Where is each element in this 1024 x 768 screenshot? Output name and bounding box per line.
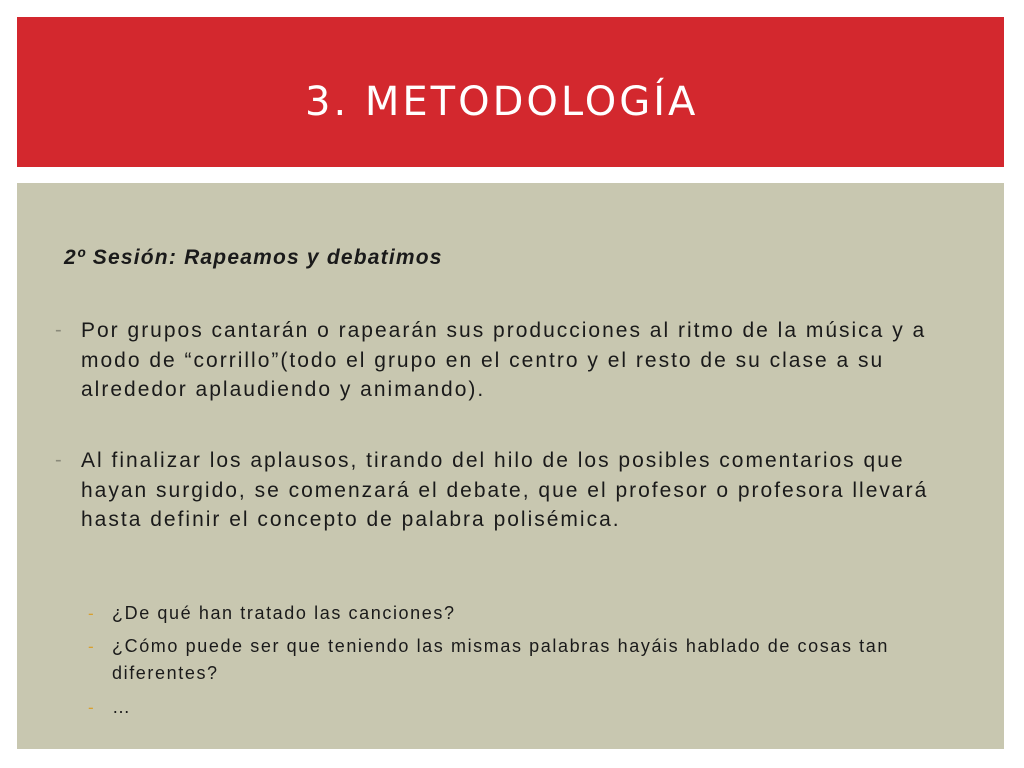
bullet-marker: -	[55, 449, 64, 471]
sub-bullet-item	[88, 633, 968, 687]
slide-title: 3. METODOLOGÍA	[305, 79, 699, 125]
session-heading: 2º Sesión: Rapeamos y debatimos	[64, 246, 443, 269]
sub-bullet-marker: -	[88, 698, 96, 717]
sub-bullet-marker: -	[88, 637, 96, 656]
sub-bullet-item	[88, 600, 968, 627]
sub-bullet-text: …	[112, 697, 132, 717]
bullet-text: Al finalizar los aplausos, tirando del hilo de los posibles comentarios que hayan surgido, se comenzará el debate, que el profesor o profesora llevará hasta definir el concepto de palabra polisémica.	[81, 449, 929, 531]
sub-bullet-text: ¿De qué han tratado las canciones?	[112, 603, 456, 623]
sub-bullet-marker: -	[88, 604, 96, 623]
bullet-text: Por grupos cantarán o rapearán sus producciones al ritmo de la música y a modo de “corrillo”(todo el grupo en el centro y el resto de su clase a su alrededor aplaudiendo y animando).	[81, 319, 927, 401]
bullet-item	[55, 446, 975, 535]
sub-bullet-item	[88, 694, 968, 721]
sub-bullet-text: ¿Cómo puede ser que teniendo las mismas palabras hayáis hablado de cosas tan diferentes?	[112, 636, 889, 683]
bullet-item	[55, 316, 975, 405]
bullet-marker: -	[55, 319, 64, 341]
